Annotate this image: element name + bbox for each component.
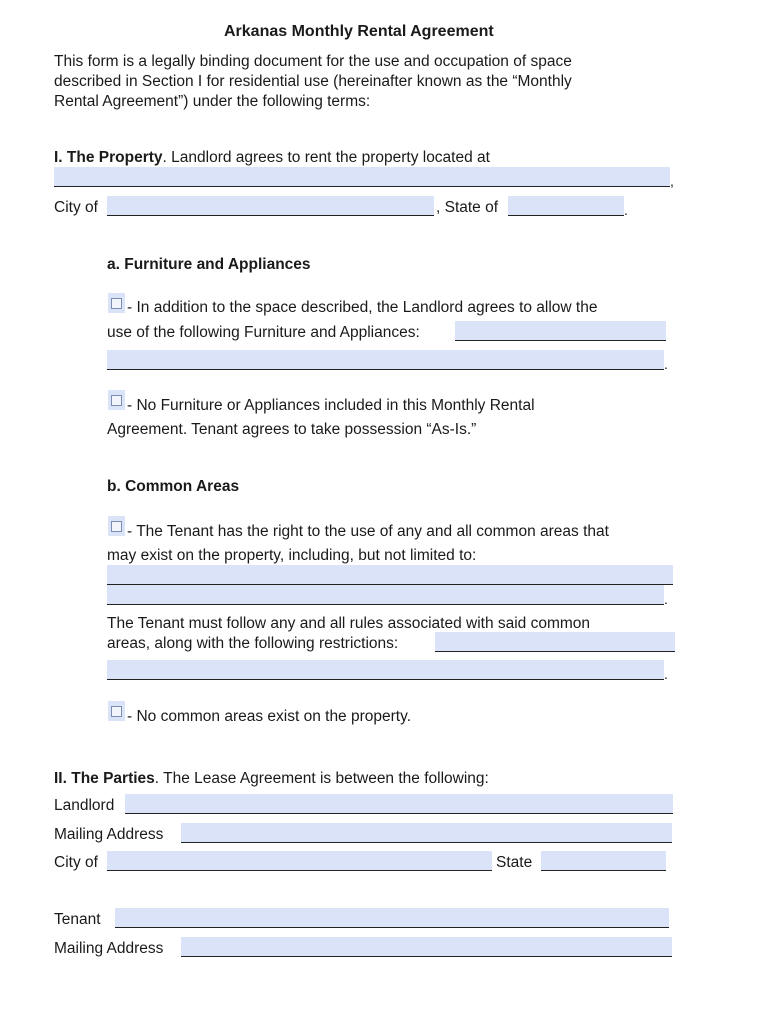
common-none-checkbox[interactable] xyxy=(108,701,125,721)
city-label: City of xyxy=(54,199,98,216)
furniture-allow-checkbox[interactable] xyxy=(108,293,125,313)
landlord-city-field[interactable] xyxy=(107,851,492,871)
furniture-allow-line-1: - In addition to the space described, the Landlord agrees to allow the xyxy=(127,299,598,316)
common-none-line: - No common areas exist on the property. xyxy=(127,708,412,725)
furniture-list-field-1[interactable] xyxy=(455,321,666,341)
section2-text: . The Lease Agreement is between the following: xyxy=(154,770,489,787)
landlord-mailing-label: Mailing Address xyxy=(54,826,164,843)
section2-heading: II. The Parties xyxy=(54,770,155,787)
tenant-label: Tenant xyxy=(54,911,101,928)
common-areas-field-1[interactable] xyxy=(107,565,673,585)
tenant-mailing-field[interactable] xyxy=(181,937,672,957)
furniture-list-field-2[interactable] xyxy=(107,350,664,370)
furniture-none-line-1: - No Furniture or Appliances included in this Monthly Rental xyxy=(127,397,535,414)
intro-line-3: Rental Agreement”) under the following terms: xyxy=(54,93,371,110)
furniture-none-checkbox[interactable] xyxy=(108,390,125,410)
period-mark: . xyxy=(664,356,668,372)
section1-line xyxy=(54,150,490,166)
intro-line-2: described in Section I for residential use (hereinafter known as the “Monthly xyxy=(54,73,572,90)
state-label: , State of xyxy=(436,199,499,216)
period-mark: . xyxy=(664,591,668,607)
landlord-label: Landlord xyxy=(54,797,115,814)
landlord-mailing-field[interactable] xyxy=(181,823,672,843)
comma-mark: , xyxy=(670,173,674,189)
period-mark: . xyxy=(624,202,628,218)
common-use-line-1: - The Tenant has the right to the use of any and all common areas that xyxy=(127,523,609,540)
landlord-state-label: State xyxy=(496,854,533,871)
period-mark: . xyxy=(664,666,668,682)
common-use-line-2: may exist on the property, including, but not limited to: xyxy=(107,547,477,564)
city-field[interactable] xyxy=(107,196,434,216)
intro-line-1: This form is a legally binding document for the use and occupation of space xyxy=(54,53,572,70)
common-areas-field-2[interactable] xyxy=(107,585,664,605)
restrictions-field-2[interactable] xyxy=(107,660,664,680)
section2-line xyxy=(54,771,489,787)
rules-line-2: areas, along with the following restrictions: xyxy=(107,635,399,652)
tenant-mailing-label: Mailing Address xyxy=(54,940,164,957)
section1-heading: I. The Property xyxy=(54,149,163,166)
furniture-none-line-2: Agreement. Tenant agrees to take possession “As-Is.” xyxy=(107,421,477,438)
section1-text: . Landlord agrees to rent the property located at xyxy=(162,149,490,166)
tenant-name-field[interactable] xyxy=(115,908,669,928)
common-areas-heading: b. Common Areas xyxy=(107,478,240,495)
state-field[interactable] xyxy=(508,196,624,216)
property-address-field[interactable] xyxy=(54,167,670,187)
landlord-city-label: City of xyxy=(54,854,98,871)
landlord-state-field[interactable] xyxy=(541,851,666,871)
furniture-allow-line-2: use of the following Furniture and Appliances: xyxy=(107,324,420,341)
rules-line-1: The Tenant must follow any and all rules associated with said common xyxy=(107,615,591,632)
furniture-heading: a. Furniture and Appliances xyxy=(107,256,311,273)
document-title: Arkanas Monthly Rental Agreement xyxy=(224,23,494,40)
common-use-checkbox[interactable] xyxy=(108,516,125,536)
restrictions-field-1[interactable] xyxy=(435,632,675,652)
landlord-name-field[interactable] xyxy=(125,794,673,814)
